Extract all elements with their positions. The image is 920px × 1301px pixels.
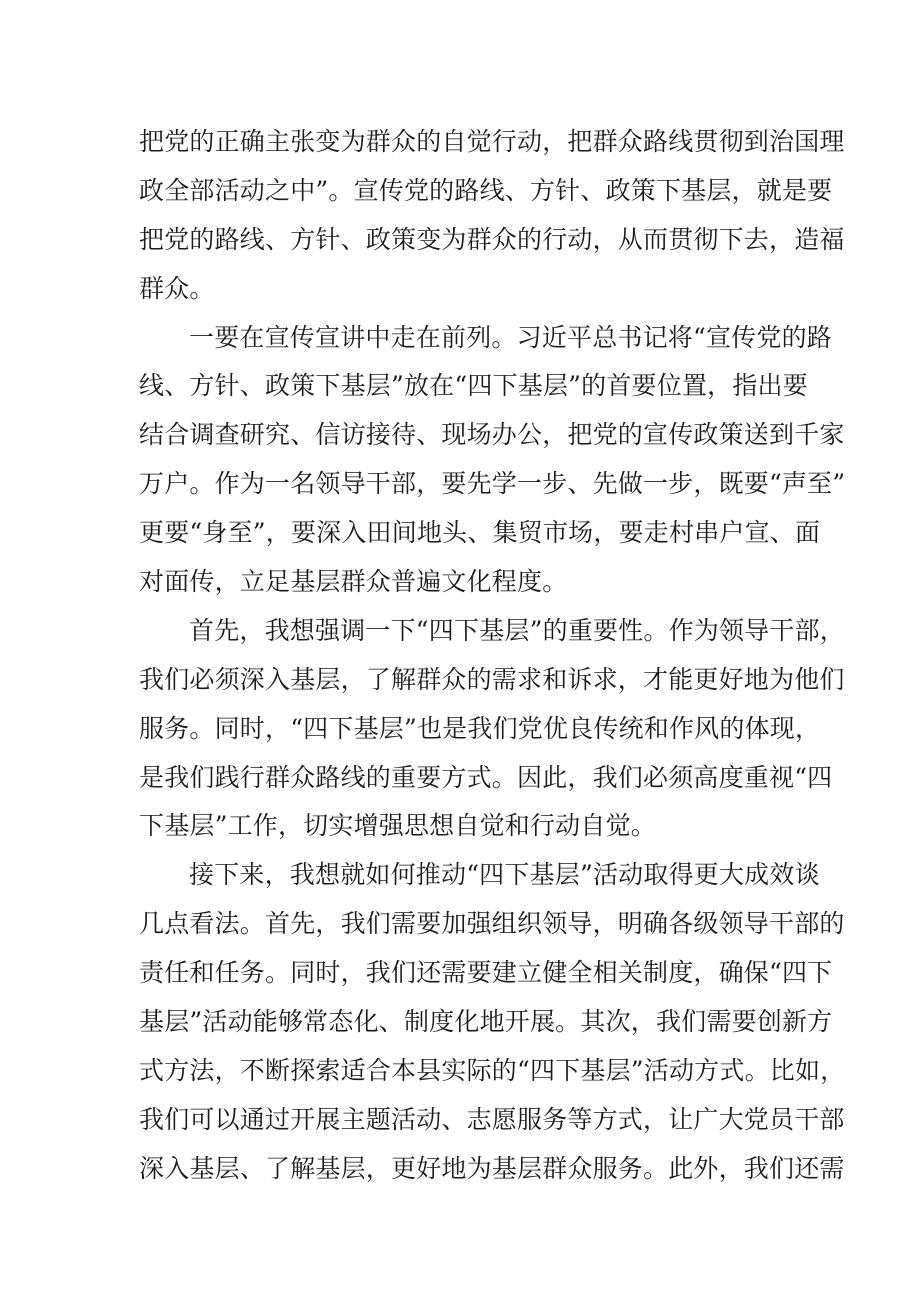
text-line: 政全部活动之中”。宣传党的路线、方针、政策下基层，就是要 bbox=[139, 175, 833, 205]
paragraph-3 bbox=[139, 607, 845, 851]
paragraph-2 bbox=[139, 314, 846, 607]
paragraph-1 bbox=[139, 118, 845, 314]
text-line: 服务。同时，“四下基层”也是我们党优良传统和作风的体现， bbox=[139, 713, 821, 743]
text-line: 结合调查研究、信访接待、现场办公，把党的宣传政策送到千家 bbox=[139, 420, 845, 450]
text-line: 对面传，立足基层群众普遍文化程度。 bbox=[139, 567, 568, 597]
text-line: 我们可以通过开展主题活动、志愿服务等方式，让广大党员干部 bbox=[139, 1104, 845, 1134]
text-line: 深入基层、了解基层，更好地为基层群众服务。此外，我们还需 bbox=[139, 1153, 845, 1183]
paragraph-4 bbox=[139, 851, 846, 1193]
text-line: 把党的路线、方针、政策变为群众的行动，从而贯彻下去，造福 bbox=[139, 224, 845, 254]
text-line: 群众。 bbox=[139, 273, 215, 303]
text-line: 把党的正确主张变为群众的自觉行动，把群众路线贯彻到治国理 bbox=[139, 127, 845, 156]
text-line: 式方法，不断探索适合本县实际的“四下基层”活动方式。比如， bbox=[139, 1055, 846, 1085]
document-body bbox=[139, 118, 846, 1194]
text-line: 是我们践行群众路线的重要方式。因此，我们必须高度重视“四 bbox=[139, 762, 833, 792]
text-line: 基层”活动能够常态化、制度化地开展。其次，我们需要创新方 bbox=[139, 1007, 833, 1037]
text-line: 更要“身至”，要深入田间地头、集贸市场，要走村串户宣、面 bbox=[139, 518, 821, 548]
text-line: 下基层”工作，切实增强思想自觉和行动自觉。 bbox=[139, 811, 656, 841]
text-line: 接下来，我想就如何推动“四下基层”活动取得更大成效谈 bbox=[189, 860, 820, 890]
text-line: 几点看法。首先，我们需要加强组织领导，明确各级领导干部的 bbox=[139, 909, 845, 939]
text-line: 我们必须深入基层，了解群众的需求和诉求，才能更好地为他们 bbox=[139, 664, 845, 694]
text-line: 责任和任务。同时，我们还需要建立健全相关制度，确保“四下 bbox=[139, 958, 833, 988]
text-line: 一要在宣传宣讲中走在前列。习近平总书记将“宣传党的路 bbox=[189, 322, 832, 352]
text-line: 线、方针、政策下基层”放在“四下基层”的首要位置，指出要 bbox=[139, 371, 808, 401]
text-line: 首先，我想强调一下“四下基层”的重要性。作为领导干部， bbox=[189, 615, 845, 645]
text-line: 万户。作为一名领导干部，要先学一步、先做一步，既要“声至” bbox=[139, 469, 846, 499]
